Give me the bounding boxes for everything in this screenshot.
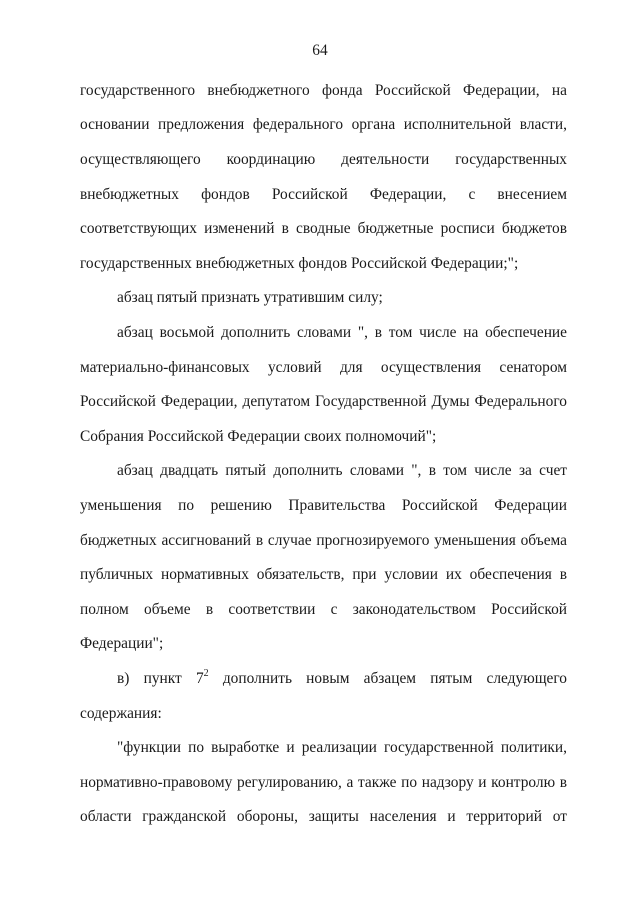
text-fragment: в) пункт 7 bbox=[117, 670, 204, 687]
text-line: области гражданской обороны, защиты населения и территорий от bbox=[80, 808, 567, 825]
text-line: абзац пятый признать утратившим силу; bbox=[117, 289, 383, 306]
text-line: Собрания Российской Федерации своих полномочий"; bbox=[80, 428, 437, 445]
text-fragment: дополнить новым абзацем пятым следующего bbox=[208, 670, 567, 687]
page-number: 64 bbox=[312, 42, 328, 59]
text-line: "функции по выработке и реализации государственной политики, bbox=[117, 739, 567, 756]
text-line: нормативно-правовому регулированию, а также по надзору и контролю в bbox=[80, 774, 567, 791]
text-line: основании предложения федерального органа исполнительной власти, bbox=[80, 116, 567, 133]
text-line: полном объеме в соответствии с законодательством Российской bbox=[80, 601, 567, 618]
text-line: уменьшения по решению Правительства Российской Федерации bbox=[80, 497, 567, 514]
text-line: государственных внебюджетных фондов Российской Федерации;"; bbox=[80, 255, 519, 272]
text-line-with-superscript bbox=[117, 669, 567, 689]
text-line: государственного внебюджетного фонда Российской Федерации, на bbox=[80, 82, 567, 99]
text-line: публичных нормативных обязательств, при условии их обеспечения в bbox=[80, 566, 567, 583]
text-line: бюджетных ассигнований в случае прогнозируемого уменьшения объема bbox=[80, 532, 567, 549]
text-line: осуществляющего координацию деятельности государственных bbox=[80, 151, 567, 168]
text-line: материально-финансовых условий для осуществления сенатором bbox=[80, 359, 567, 376]
text-line: соответствующих изменений в сводные бюджетные росписи бюджетов bbox=[80, 220, 567, 237]
text-line: абзац восьмой дополнить словами ", в том числе на обеспечение bbox=[117, 324, 567, 341]
text-line: Российской Федерации, депутатом Государственной Думы Федерального bbox=[80, 393, 567, 410]
superscript: 2 bbox=[203, 667, 209, 679]
text-line: Федерации"; bbox=[80, 635, 164, 652]
text-line: абзац двадцать пятый дополнить словами ", в том числе за счет bbox=[117, 462, 567, 479]
text-line: содержания: bbox=[80, 705, 162, 722]
text-line: внебюджетных фондов Российской Федерации, с внесением bbox=[80, 186, 567, 203]
